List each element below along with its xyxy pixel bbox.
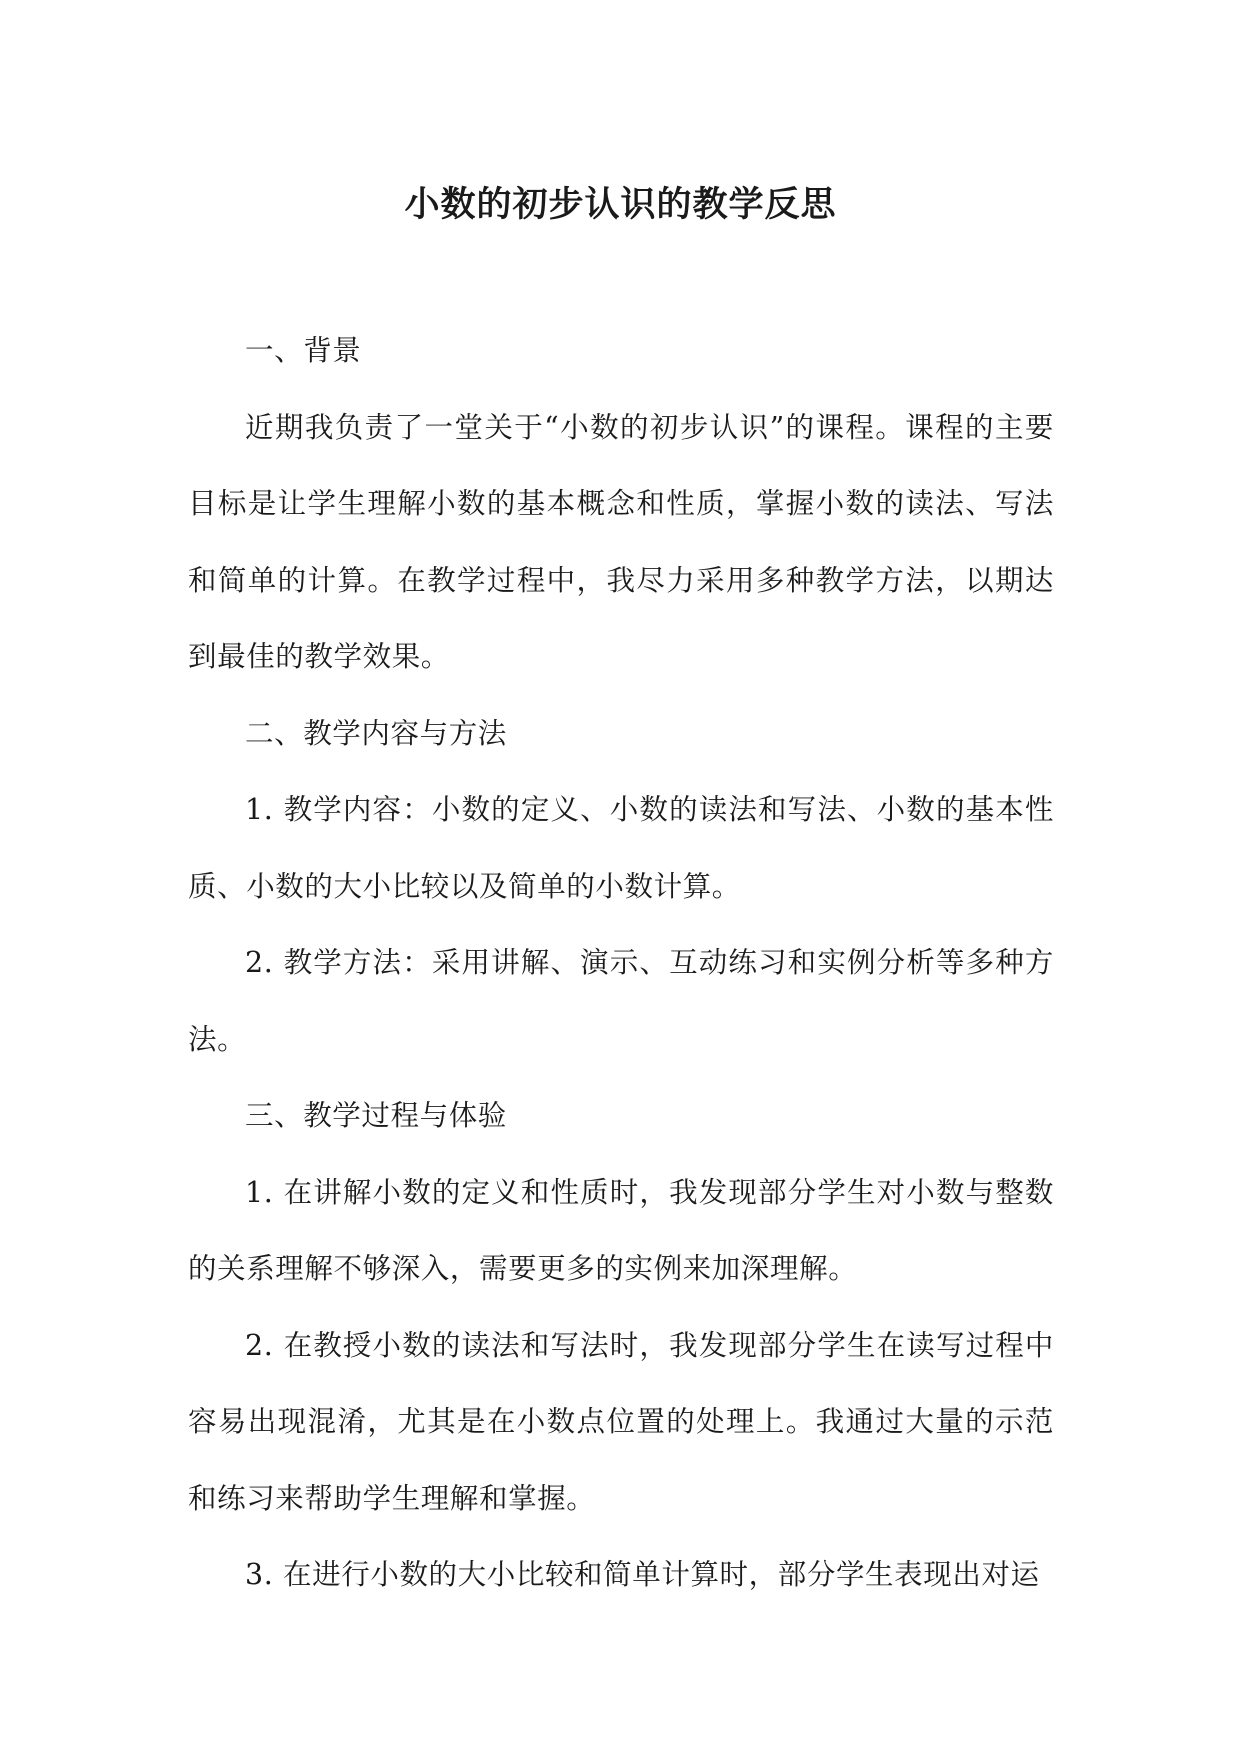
section-heading-content-methods: 二、教学内容与方法 (245, 716, 507, 750)
document-body (188, 313, 1054, 1614)
paragraph-experience-3: 3. 在进行小数的大小比较和简单计算时，部分学生表现出对运 (245, 1558, 1040, 1591)
document-title: 小数的初步认识的教学反思 (404, 184, 837, 225)
paragraph-background: 近期我负责了一堂关于“小数的初步认识”的课程。课程的主要目标是让学生理解小数的基本概念和性质，掌握小数的读法、写法和简单的计算。在教学过程中，我尽力采用多种教学方法，以期达到最佳的教学效果。 (188, 410, 1054, 673)
section-heading-process-experience: 三、教学过程与体验 (245, 1099, 507, 1132)
paragraph-teaching-content: 1. 教学内容：小数的定义、小数的读法和写法、小数的基本性质、小数的大小比较以及简单的小数计算。 (188, 793, 1054, 903)
section-heading-background: 一、背景 (245, 334, 362, 367)
paragraph-experience-2: 2. 在教授小数的读法和写法时，我发现部分学生在读写过程中容易出现混淆，尤其是在小数点位置的处理上。我通过大量的示范和练习来帮助学生理解和掌握。 (188, 1328, 1054, 1515)
paragraph-teaching-methods: 2. 教学方法：采用讲解、演示、互动练习和实例分析等多种方法。 (188, 946, 1054, 1056)
paragraph-experience-1: 1. 在讲解小数的定义和性质时，我发现部分学生对小数与整数的关系理解不够深入，需要更多的实例来加深理解。 (188, 1175, 1054, 1285)
